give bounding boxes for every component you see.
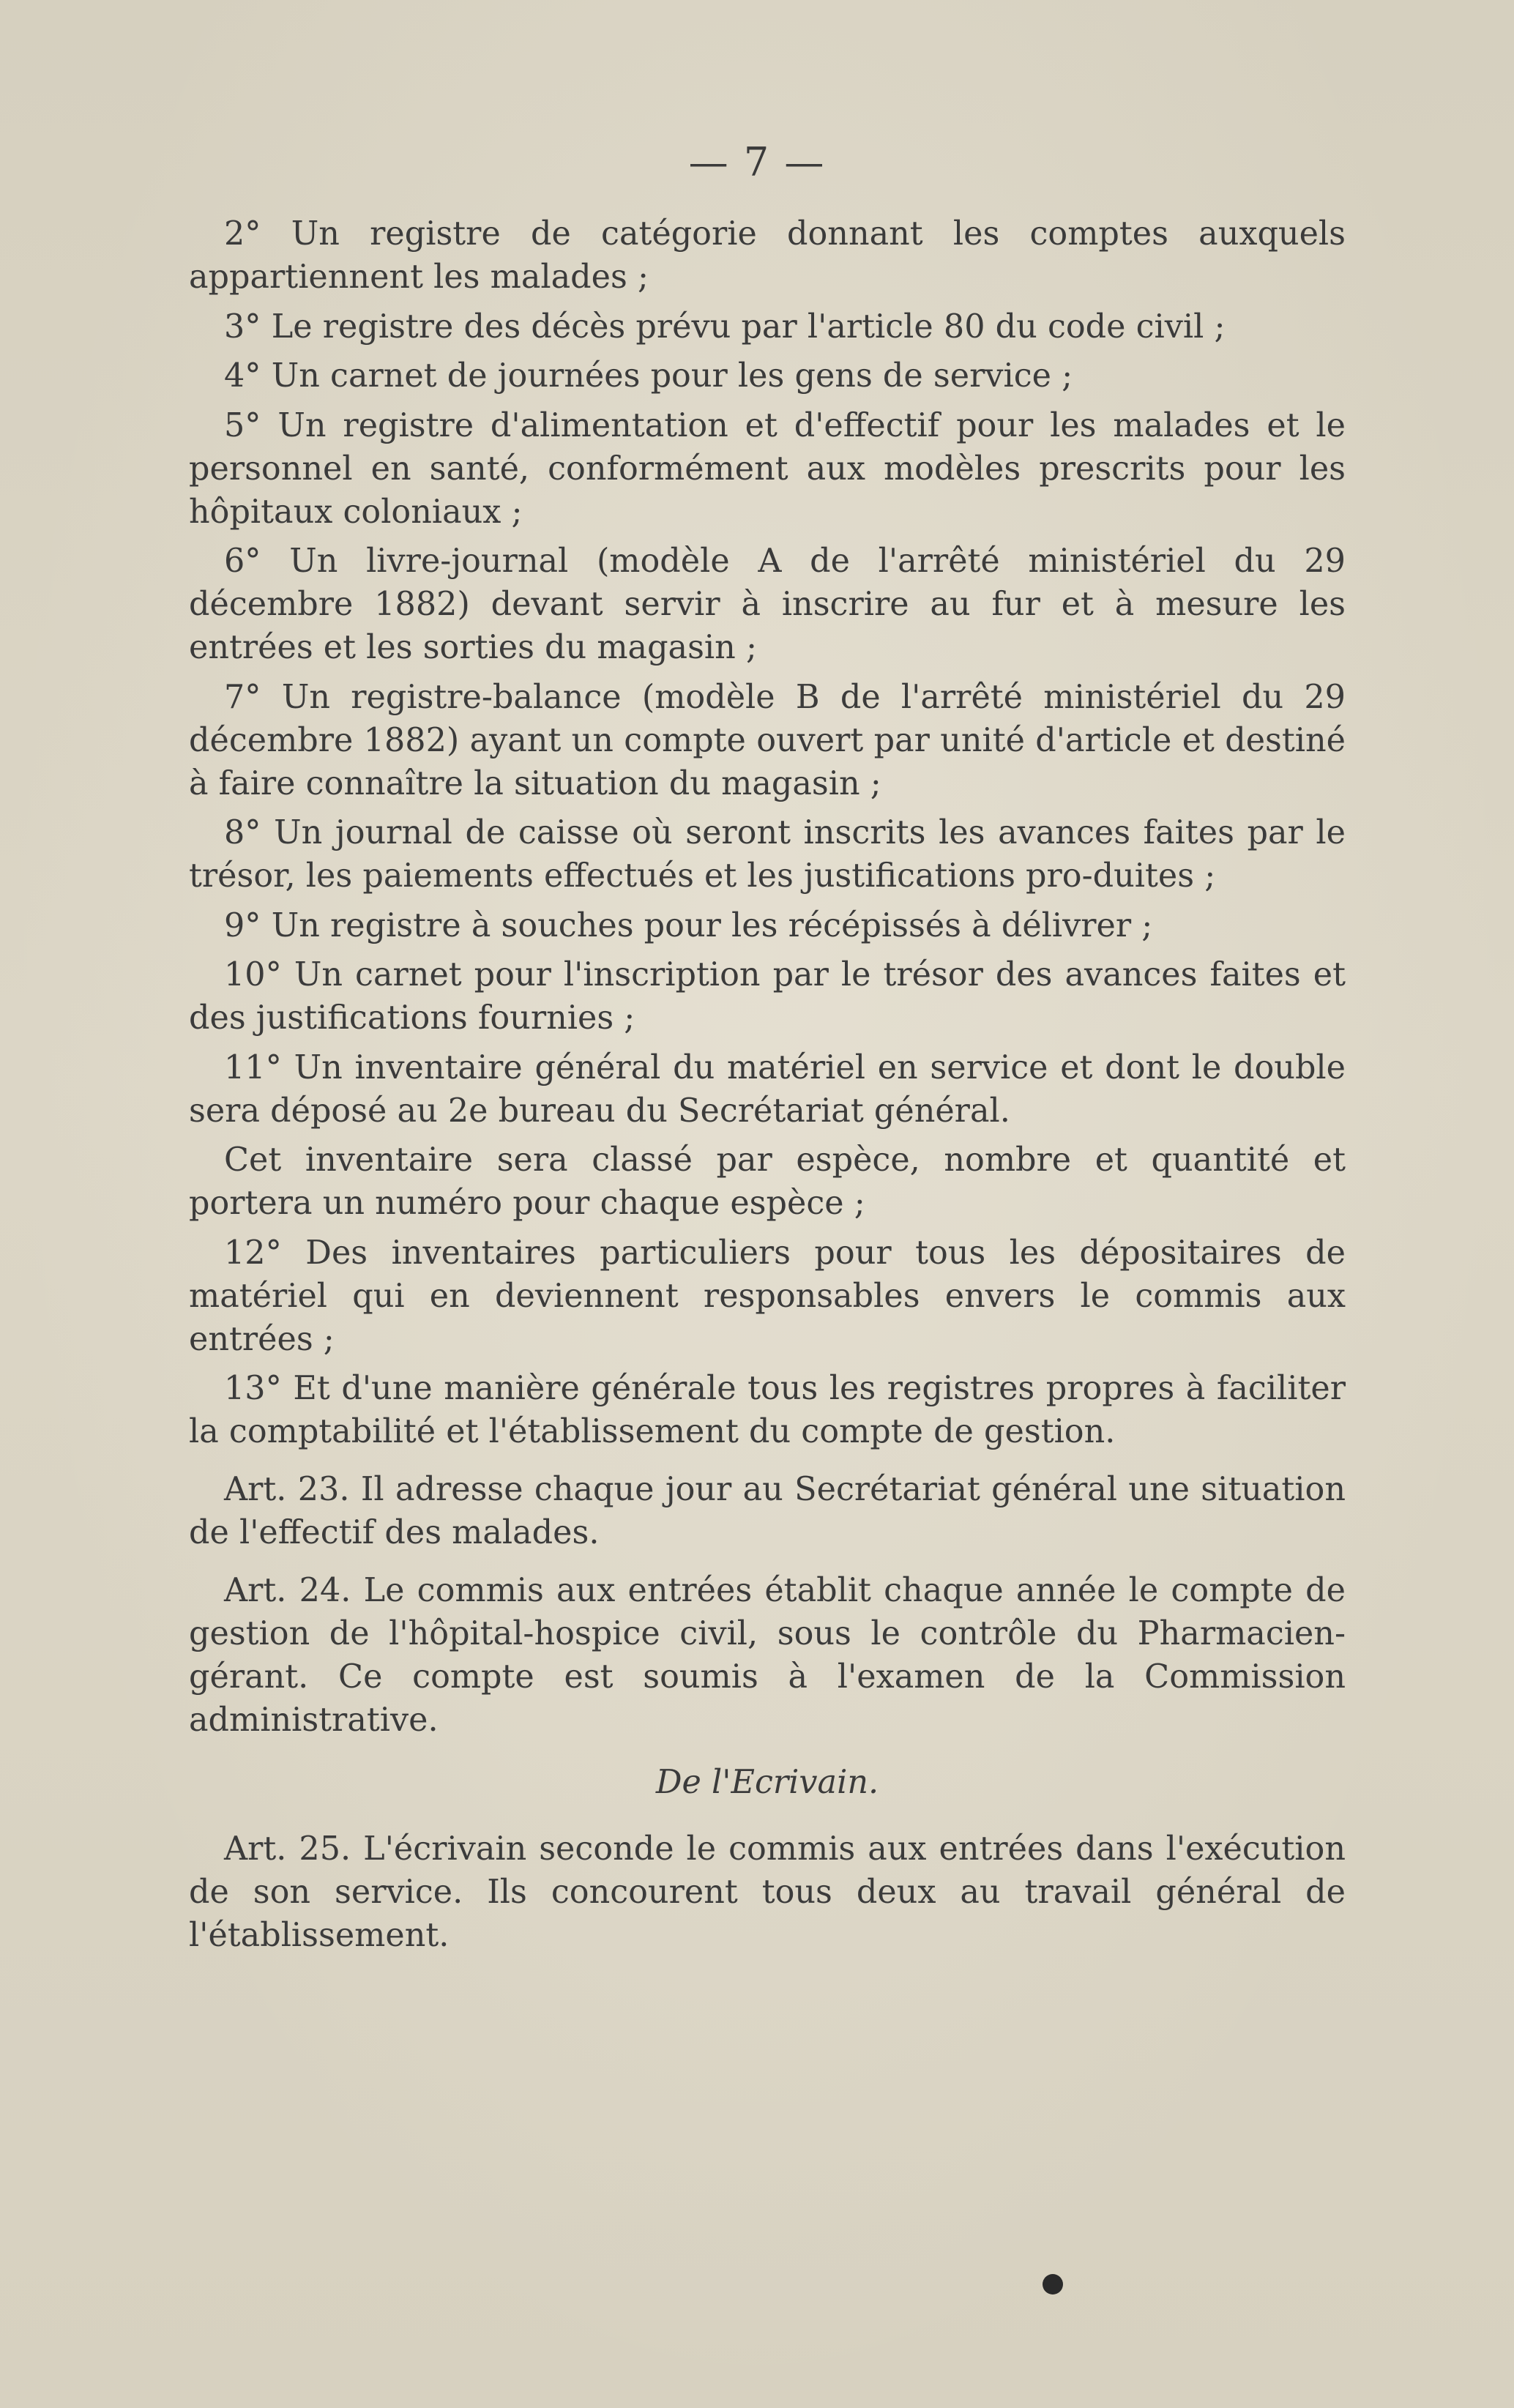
paragraph-item-2: 2° Un registre de catégorie donnant les comptes auxquels appartiennent les malades ; bbox=[189, 215, 1346, 296]
body-text bbox=[189, 212, 1346, 1964]
paragraph-item-8: 8° Un journal de caisse où seront inscrits les avances faites par le trésor, les paiements effectués et les justifications pro-duites ; bbox=[189, 814, 1346, 895]
paragraph-item-12: 12° Des inventaires particuliers pour tous les dépositaires de matériel qui en deviennent responsables envers le commis aux entrées ; bbox=[189, 1234, 1346, 1358]
section-heading: De l'Ecrivain. bbox=[655, 1764, 879, 1801]
paragraph-item-11: 11° Un inventaire général du matériel en service et dont le double sera déposé au 2e bureau du Secrétariat général. bbox=[189, 1048, 1346, 1130]
paragraph-item-7: 7° Un registre-balance (modèle B de l'arrêté ministériel du 29 décembre 1882) ayant un compte ouvert par unité d'article et destiné à faire connaître la situation du magasin ; bbox=[189, 678, 1346, 802]
ink-spot bbox=[1043, 2274, 1063, 2295]
paragraph-item-6: 6° Un livre-journal (modèle A de l'arrêté ministériel du 29 décembre 1882) devant servir à inscrire au fur et à mesure les entrées et les sorties du magasin ; bbox=[189, 543, 1346, 666]
paragraph-item-10: 10° Un carnet pour l'inscription par le trésor des avances faites et des justifications fournies ; bbox=[189, 956, 1346, 1037]
paragraph-item-5: 5° Un registre d'alimentation et d'effectif pour les malades et le personnel en santé, conformément aux modèles prescrits pour les hôpitaux coloniaux ; bbox=[189, 406, 1346, 531]
article-24: Art. 24. Le commis aux entrées établit chaque année le compte de gestion de l'hôpital-hospice civil, sous le contrôle du Pharmacien-gérant. Ce compte est soumis à l'examen de la Commission administrative. bbox=[189, 1572, 1346, 1739]
paragraph-item-4: 4° Un carnet de journées pour les gens de service ; bbox=[224, 357, 1073, 395]
article-25: Art. 25. L'écrivain seconde le commis aux entrées dans l'exécution de son service. Ils concourent tous deux au travail général de l'établissement. bbox=[189, 1830, 1346, 1954]
paragraph-inventory-note: Cet inventaire sera classé par espèce, nombre et quantité et portera un numéro pour chaque espèce ; bbox=[189, 1141, 1346, 1222]
article-23: Art. 23. Il adresse chaque jour au Secrétariat général une situation de l'effectif des malades. bbox=[189, 1471, 1346, 1551]
page-number: — 7 — bbox=[688, 139, 826, 185]
paragraph-item-13: 13° Et d'une manière générale tous les registres propres à faciliter la comptabilité et l'établissement du compte de gestion. bbox=[189, 1370, 1346, 1450]
paragraph-item-3: 3° Le registre des décès prévu par l'article 80 du code civil ; bbox=[224, 307, 1226, 346]
paragraph-item-9: 9° Un registre à souches pour les récépissés à délivrer ; bbox=[224, 906, 1153, 944]
